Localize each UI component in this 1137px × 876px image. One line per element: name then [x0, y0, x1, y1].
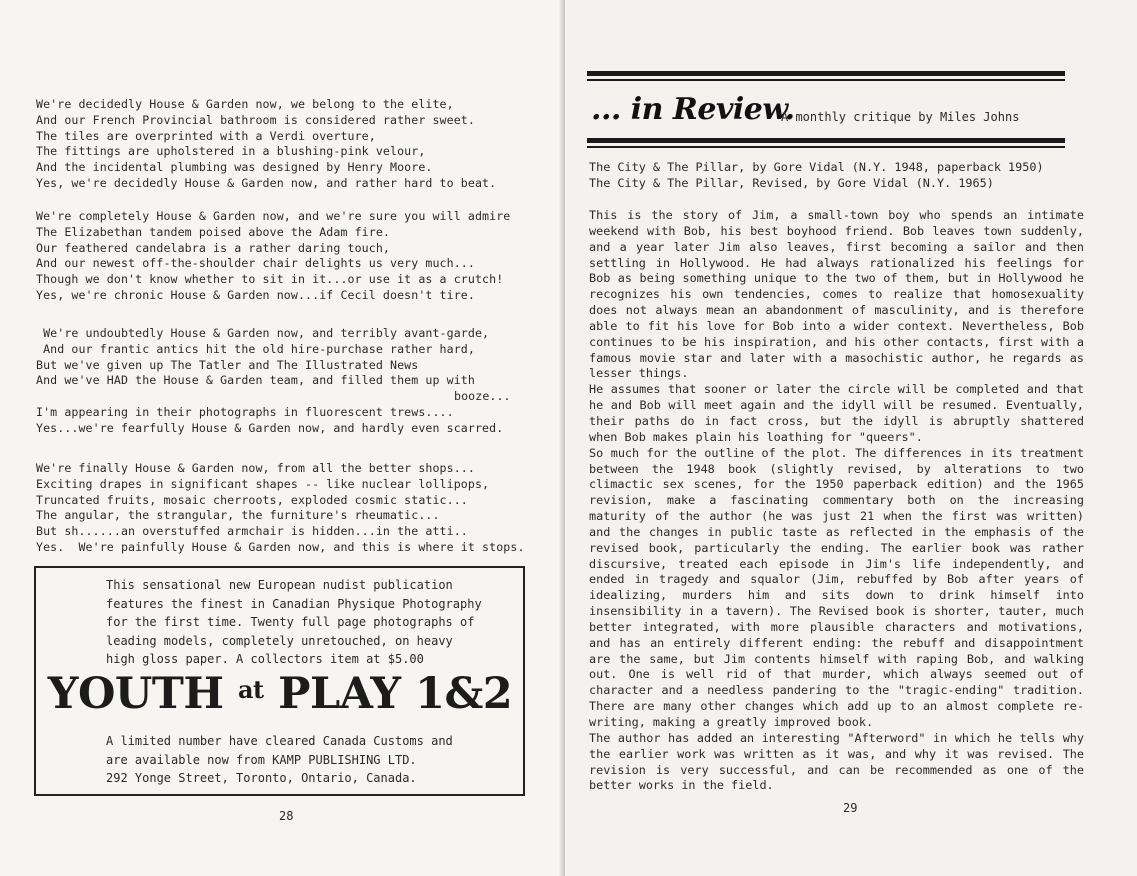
- poem-line: We're decidedly House & Garden now, we belong to the elite,: [36, 97, 454, 111]
- poem-line: Our feathered candelabra is a rather daring touch,: [36, 240, 391, 255]
- right-page: [565, 0, 1137, 876]
- poem-line: The tiles are overprinted with a Verdi overture,: [36, 128, 376, 143]
- poem-line: And our newest off-the-shoulder chair delights us very much...: [36, 256, 475, 271]
- poem-line: Yes...we're fearfully House & Garden now, and hardly even scarred.: [36, 420, 504, 435]
- page-number: 29: [843, 801, 858, 815]
- ad-line: leading models, completely unretouched, on heavy: [106, 633, 453, 648]
- book-citation: The City & The Pillar, by Gore Vidal (N.Y. 1948, paperback 1950): [589, 160, 1044, 174]
- poem-line: And our frantic antics hit the old hire-purchase rather hard,: [36, 341, 475, 356]
- poem-line: booze...: [454, 389, 511, 404]
- poem-line: The Elizabethan tandem poised above the Adam fire.: [36, 224, 391, 239]
- poem-line: The angular, the strangular, the furniture's rheumatic...: [36, 508, 440, 523]
- review-paragraph: The author has added an interesting "Afterword" in which he tells why the earlier work was written as it was, and why it was revised. The revision is very successful, and can be recommended as one of the better works in the field.: [589, 730, 1084, 793]
- poem-line: I'm appearing in their photographs in fluorescent trews....: [36, 404, 454, 419]
- header-rule: [587, 71, 1065, 76]
- header-rule: [587, 79, 1065, 81]
- ad-headline: [44, 664, 516, 720]
- headline-part: PLAY 1&2: [263, 669, 513, 719]
- poem-line: But we've given up The Tatler and The Illustrated News: [36, 357, 419, 372]
- page-number: 28: [279, 809, 294, 823]
- header-rule: [587, 146, 1065, 148]
- poem-line: But sh......an overstuffed armchair is hidden...in the atti..: [36, 524, 468, 539]
- poem-line: We're completely House & Garden now, and we're sure you will admire: [36, 209, 511, 223]
- review-paragraph: So much for the outline of the plot. The differences in its treatment between the 1948 book (slightly revised, by alterations to two climactic sex scenes, for the 1950 paperback edition) and the 1965 revision, make a fascinating commentary both on the increasing maturity of the author (he was just 21 when the first was written) and the changes in public taste as reflected in the emphasis of the revised book, particularly the ending. The earlier book was rather discursive, treated each episode in Jim's life independently, and ended in tragedy and squalor (Jim, rebuffed by Bob after years of idealizing, murders him and sits down to drink himself into insensibility in a tavern). The Revised book is shorter, tauter, much better integrated, with more plausible characters and motivations, and has an entirely different ending: the rebuff and disappointment are the same, but Jim contents himself with raping Bob, and walking out. One is well rid of that murder, which always seemed out of character and a needless pandering to the "tragic-ending" tradition. There are many other changes which add up to an almost complete re-writing, making a greatly improved book.: [589, 445, 1084, 729]
- ad-line: high gloss paper. A collectors item at $5.00: [106, 652, 424, 666]
- poem-line: And the incidental plumbing was designed by Henry Moore.: [36, 160, 433, 175]
- header-rule: [587, 138, 1065, 143]
- ad-intro: [106, 576, 516, 669]
- review-paragraph: This is the story of Jim, a small-town boy who spends an intimate weekend with Bob, his best boyhood friend. Bob leaves town suddenly, and a year later Jim also leaves, first becoming a sailor and then settling in Hollywood. He had always rationalized his feelings for Bob as being something unique to the two of them, but in Hollywood he recognizes his own tendencies, comes to realize that homosexuality does not always mean an abandonment of masculinity, and is therefore able to fit his love for Bob into a wider context. Nevertheless, Bob continues to be his inspiration, and his other contacts, first with a famous movie star and later with a masochistic author, he regards as lesser things.: [589, 208, 1084, 381]
- ad-line: for the first time. Twenty full page photographs of: [106, 615, 475, 629]
- review-paragraph: He assumes that sooner or later the circle will be completed and that he and Bob will meet again and the idyll will be resumed. Eventually, their paths do in fact cross, but the idyll is abruptly shattered when Bob makes plain his loathing for "queers".: [589, 382, 1084, 444]
- poem-line: Though we don't know whether to sit in it...or use it as a crutch!: [36, 272, 504, 287]
- review-subtitle: A monthly critique by Miles Johns: [781, 110, 1020, 124]
- poem-stanza: [36, 461, 525, 556]
- book-citation: The City & The Pillar, Revised, by Gore Vidal (N.Y. 1965): [589, 176, 994, 190]
- review-logo: ... in Review.: [591, 92, 795, 127]
- poem-line: The fittings are upholstered in a blushing-pink velour,: [36, 144, 426, 159]
- poem-line: Yes, we're decidedly House & Garden now, and rather hard to beat.: [36, 175, 497, 190]
- poem-line: And we've HAD the House & Garden team, and filled them up with: [36, 373, 475, 388]
- ad-line: 292 Yonge Street, Toronto, Ontario, Canada.: [106, 771, 417, 785]
- poem-line: Exciting drapes in significant shapes -- like nuclear lollipops,: [36, 476, 490, 491]
- left-page: [0, 0, 565, 876]
- ad-line: features the finest in Canadian Physique Photography: [106, 596, 482, 611]
- headline-at: at: [238, 675, 264, 704]
- ad-line: A limited number have cleared Canada Customs and: [106, 734, 453, 748]
- poem-line: And our French Provincial bathroom is considered rather sweet.: [36, 112, 475, 127]
- poem-line: We're finally House & Garden now, from all the better shops...: [36, 461, 475, 475]
- poem-stanza: [36, 326, 511, 437]
- poem-stanza: [36, 97, 496, 192]
- poem-line: Truncated fruits, mosaic cherroots, exploded cosmic static...: [36, 492, 468, 507]
- poem-line: We're undoubtedly House & Garden now, and terribly avant-garde,: [36, 326, 490, 340]
- ad-outro: [106, 732, 516, 788]
- poem-line: Yes, we're chronic House & Garden now...if Cecil doesn't tire.: [36, 287, 475, 302]
- review-body: [589, 208, 1084, 794]
- headline-part: YOUTH: [47, 669, 238, 719]
- ad-line: are available now from KAMP PUBLISHING LTD.: [106, 752, 417, 767]
- poem-stanza: [36, 209, 510, 304]
- ad-line: This sensational new European nudist publication: [106, 578, 453, 592]
- poem-line: Yes. We're painfully House & Garden now, and this is where it stops.: [36, 539, 525, 554]
- advertisement-box: [34, 566, 525, 796]
